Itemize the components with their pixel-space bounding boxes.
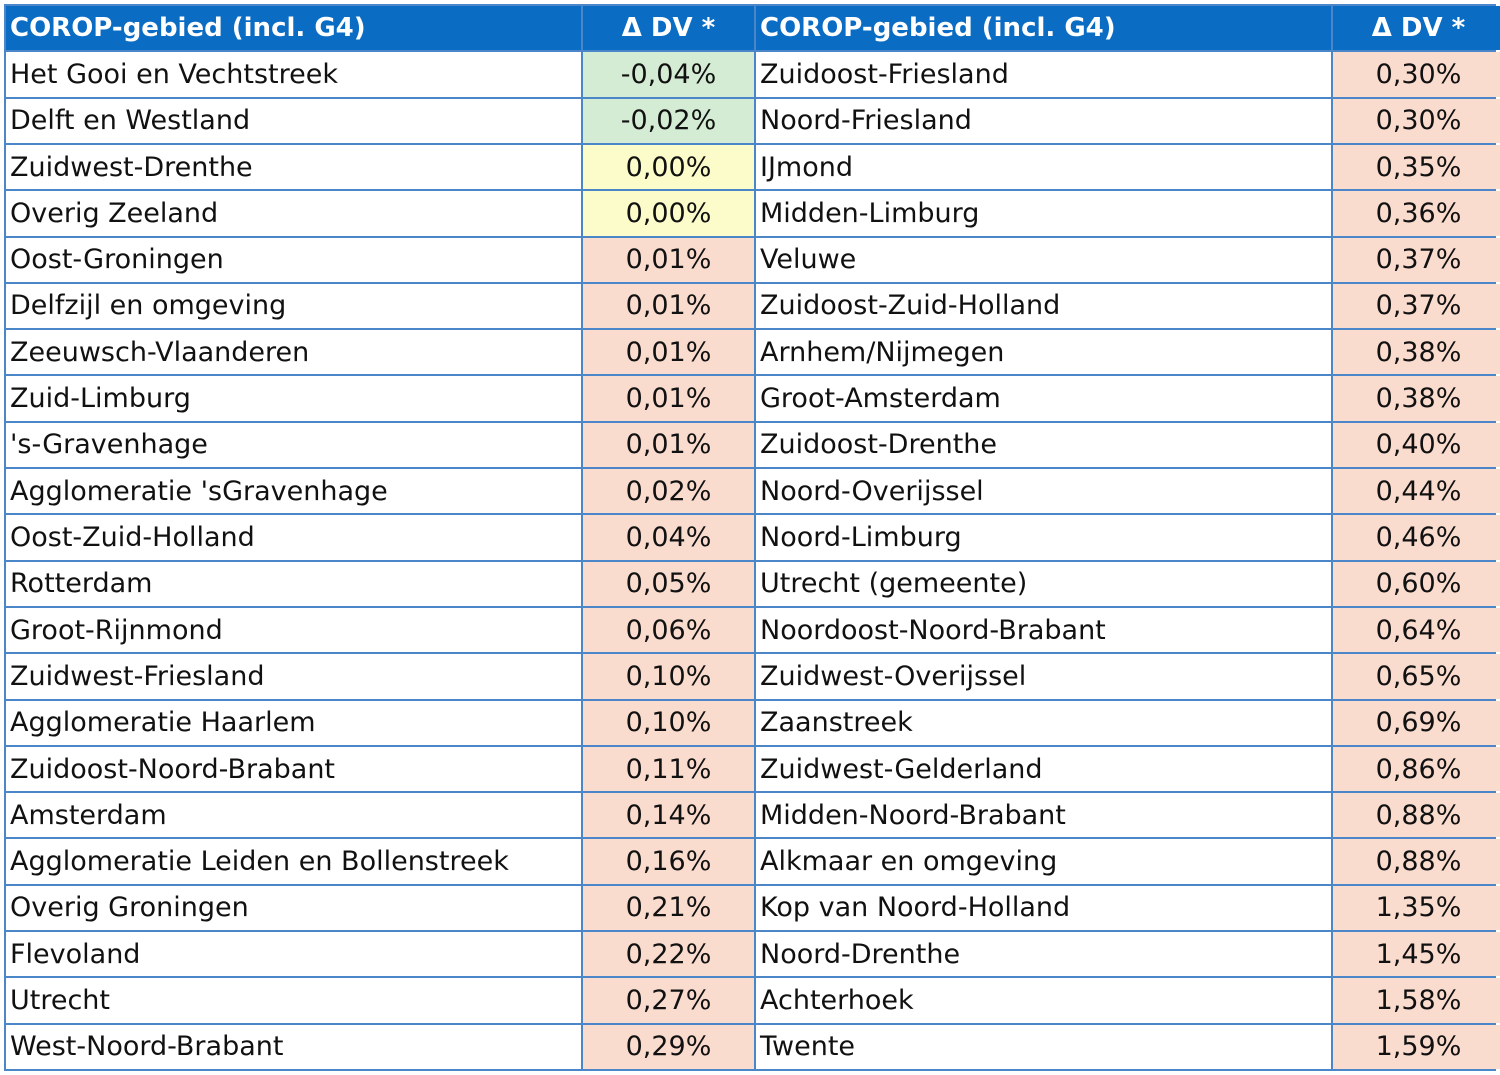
region-name-right: Utrecht (gemeente) (756, 562, 1331, 606)
region-name-right: Achterhoek (756, 978, 1331, 1022)
region-name-left: Agglomeratie Leiden en Bollenstreek (6, 839, 581, 883)
delta-dv-value-right: 1,59% (1333, 1025, 1500, 1069)
delta-dv-value-right: 0,64% (1333, 608, 1500, 652)
region-name-right: Zaanstreek (756, 701, 1331, 745)
delta-dv-value-left: 0,05% (583, 562, 754, 606)
delta-dv-value-right: 0,36% (1333, 191, 1500, 235)
delta-dv-value-left: 0,01% (583, 423, 754, 467)
delta-dv-value-right: 0,44% (1333, 469, 1500, 513)
region-name-left: Groot-Rijnmond (6, 608, 581, 652)
delta-dv-value-left: 0,11% (583, 747, 754, 791)
delta-dv-value-left: -0,04% (583, 52, 754, 96)
region-name-right: Noord-Limburg (756, 515, 1331, 559)
region-name-right: Zuidoost-Drenthe (756, 423, 1331, 467)
delta-dv-value-left: 0,22% (583, 932, 754, 976)
header-value-left: Δ DV * (583, 6, 754, 50)
delta-dv-value-left: 0,21% (583, 886, 754, 930)
delta-dv-value-left: 0,10% (583, 701, 754, 745)
region-name-left: 's-Gravenhage (6, 423, 581, 467)
delta-dv-value-right: 0,88% (1333, 839, 1500, 883)
delta-dv-value-right: 0,37% (1333, 284, 1500, 328)
delta-dv-value-left: 0,01% (583, 238, 754, 282)
delta-dv-value-left: 0,01% (583, 376, 754, 420)
delta-dv-value-left: 0,00% (583, 145, 754, 189)
region-name-left: West-Noord-Brabant (6, 1025, 581, 1069)
region-name-left: Zuid-Limburg (6, 376, 581, 420)
region-name-right: Zuidoost-Friesland (756, 52, 1331, 96)
region-name-right: Twente (756, 1025, 1331, 1069)
delta-dv-value-left: 0,10% (583, 654, 754, 698)
region-name-left: Overig Zeeland (6, 191, 581, 235)
delta-dv-value-left: 0,04% (583, 515, 754, 559)
region-name-left: Agglomeratie 'sGravenhage (6, 469, 581, 513)
region-name-right: Midden-Limburg (756, 191, 1331, 235)
region-name-left: Flevoland (6, 932, 581, 976)
region-name-left: Amsterdam (6, 793, 581, 837)
delta-dv-value-right: 1,35% (1333, 886, 1500, 930)
region-name-left: Rotterdam (6, 562, 581, 606)
delta-dv-value-right: 0,30% (1333, 99, 1500, 143)
region-name-left: Delft en Westland (6, 99, 581, 143)
delta-dv-value-left: 0,06% (583, 608, 754, 652)
region-name-right: IJmond (756, 145, 1331, 189)
delta-dv-value-right: 0,60% (1333, 562, 1500, 606)
region-name-right: Veluwe (756, 238, 1331, 282)
region-name-right: Alkmaar en omgeving (756, 839, 1331, 883)
delta-dv-value-left: 0,14% (583, 793, 754, 837)
region-name-left: Het Gooi en Vechtstreek (6, 52, 581, 96)
delta-dv-value-left: -0,02% (583, 99, 754, 143)
region-name-right: Zuidoost-Zuid-Holland (756, 284, 1331, 328)
delta-dv-value-right: 0,65% (1333, 654, 1500, 698)
delta-dv-value-left: 0,00% (583, 191, 754, 235)
region-name-left: Delfzijl en omgeving (6, 284, 581, 328)
delta-dv-value-right: 0,38% (1333, 330, 1500, 374)
region-name-right: Noordoost-Noord-Brabant (756, 608, 1331, 652)
region-name-left: Zuidwest-Drenthe (6, 145, 581, 189)
region-name-left: Zeeuwsch-Vlaanderen (6, 330, 581, 374)
delta-dv-value-right: 0,46% (1333, 515, 1500, 559)
region-name-right: Zuidwest-Gelderland (756, 747, 1331, 791)
delta-dv-value-right: 0,37% (1333, 238, 1500, 282)
delta-dv-value-right: 1,58% (1333, 978, 1500, 1022)
delta-dv-value-right: 0,35% (1333, 145, 1500, 189)
region-name-left: Overig Groningen (6, 886, 581, 930)
region-name-right: Groot-Amsterdam (756, 376, 1331, 420)
delta-dv-value-right: 0,69% (1333, 701, 1500, 745)
delta-dv-value-left: 0,01% (583, 284, 754, 328)
delta-dv-value-left: 0,27% (583, 978, 754, 1022)
region-name-left: Utrecht (6, 978, 581, 1022)
header-name-right: COROP-gebied (incl. G4) (756, 6, 1331, 50)
delta-dv-value-left: 0,02% (583, 469, 754, 513)
delta-dv-value-left: 0,16% (583, 839, 754, 883)
header-name-left: COROP-gebied (incl. G4) (6, 6, 581, 50)
region-name-right: Zuidwest-Overijssel (756, 654, 1331, 698)
delta-dv-value-right: 0,86% (1333, 747, 1500, 791)
delta-dv-value-right: 0,38% (1333, 376, 1500, 420)
delta-dv-value-right: 0,30% (1333, 52, 1500, 96)
region-name-right: Noord-Overijssel (756, 469, 1331, 513)
delta-dv-value-right: 1,45% (1333, 932, 1500, 976)
region-name-left: Zuidwest-Friesland (6, 654, 581, 698)
header-value-right: Δ DV * (1333, 6, 1500, 50)
region-name-right: Noord-Drenthe (756, 932, 1331, 976)
delta-dv-value-right: 0,88% (1333, 793, 1500, 837)
region-name-left: Agglomeratie Haarlem (6, 701, 581, 745)
delta-dv-value-right: 0,40% (1333, 423, 1500, 467)
region-name-right: Arnhem/Nijmegen (756, 330, 1331, 374)
corop-table (4, 4, 1496, 1071)
region-name-right: Midden-Noord-Brabant (756, 793, 1331, 837)
delta-dv-value-left: 0,01% (583, 330, 754, 374)
region-name-left: Oost-Zuid-Holland (6, 515, 581, 559)
region-name-right: Kop van Noord-Holland (756, 886, 1331, 930)
region-name-right: Noord-Friesland (756, 99, 1331, 143)
region-name-left: Oost-Groningen (6, 238, 581, 282)
region-name-left: Zuidoost-Noord-Brabant (6, 747, 581, 791)
delta-dv-value-left: 0,29% (583, 1025, 754, 1069)
